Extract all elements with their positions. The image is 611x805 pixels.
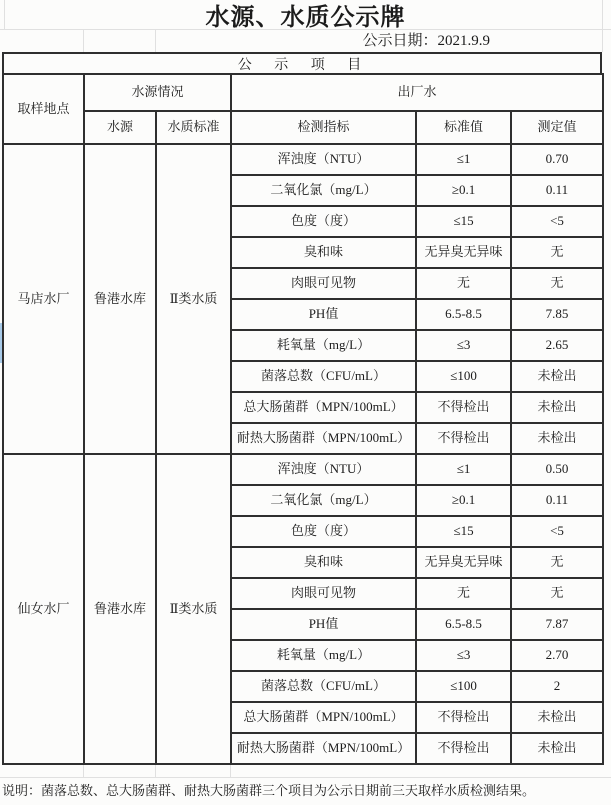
measured-value-cell[interactable]: 0.50	[511, 454, 603, 485]
indicator-cell[interactable]: 耗氧量（mg/L）	[231, 330, 416, 361]
standard-value-cell[interactable]: ≤100	[416, 671, 511, 702]
measured-value-cell[interactable]: 0.11	[511, 175, 603, 206]
measured-value-cell[interactable]: 7.87	[511, 609, 603, 640]
indicator-cell[interactable]: 浑浊度（NTU）	[231, 454, 416, 485]
gridline	[155, 30, 156, 52]
standard-value-cell[interactable]: ≤15	[416, 516, 511, 547]
header-quality-standard[interactable]: 水质标准	[156, 111, 231, 144]
indicator-cell[interactable]: 浑浊度（NTU）	[231, 144, 416, 175]
indicator-cell[interactable]: 肉眼可见物	[231, 268, 416, 299]
indicator-cell[interactable]: 色度（度）	[231, 206, 416, 237]
measured-value-cell[interactable]: 无	[511, 268, 603, 299]
header-outflow-group[interactable]: 出厂水	[231, 74, 603, 111]
table-body	[3, 144, 603, 764]
standard-value-cell[interactable]: ≤1	[416, 144, 511, 175]
location-cell[interactable]: 马店水厂	[3, 144, 84, 454]
standard-value-cell[interactable]: ≤15	[416, 206, 511, 237]
indicator-cell[interactable]: 臭和味	[231, 237, 416, 268]
standard-cell[interactable]: Ⅱ类水质	[156, 144, 231, 454]
indicator-cell[interactable]: 总大肠菌群（MPN/100mL）	[231, 702, 416, 733]
header-indicator[interactable]: 检测指标	[231, 111, 416, 144]
indicator-cell[interactable]: 耐热大肠菌群（MPN/100mL）	[231, 733, 416, 764]
gridline	[83, 30, 84, 52]
standard-cell[interactable]: Ⅱ类水质	[156, 454, 231, 764]
standard-value-cell[interactable]: 无异臭无异味	[416, 237, 511, 268]
standard-value-cell[interactable]: 无异臭无异味	[416, 547, 511, 578]
section-header-label: 公 示 项 目	[237, 57, 367, 73]
page-title[interactable]: 水源、水质公示牌	[205, 5, 406, 31]
standard-value-cell[interactable]: 不得检出	[416, 392, 511, 423]
indicator-cell[interactable]: PH值	[231, 609, 416, 640]
standard-value-cell[interactable]: 不得检出	[416, 702, 511, 733]
measured-value-cell[interactable]: 无	[511, 547, 603, 578]
standard-value-cell[interactable]: ≥0.1	[416, 485, 511, 516]
indicator-cell[interactable]: 肉眼可见物	[231, 578, 416, 609]
measured-value-cell[interactable]: 无	[511, 237, 603, 268]
measured-value-cell[interactable]: 无	[511, 578, 603, 609]
header-source[interactable]: 水源	[84, 111, 156, 144]
standard-value-cell[interactable]: ≤1	[416, 454, 511, 485]
standard-value-cell[interactable]: ≤100	[416, 361, 511, 392]
gridline	[83, 765, 84, 777]
source-cell[interactable]: 鲁港水库	[84, 454, 156, 764]
indicator-cell[interactable]: 二氧化氯（mg/L）	[231, 485, 416, 516]
measured-value-cell[interactable]: 未检出	[511, 733, 603, 764]
measured-value-cell[interactable]: 0.11	[511, 485, 603, 516]
indicator-cell[interactable]: 总大肠菌群（MPN/100mL）	[231, 392, 416, 423]
standard-value-cell[interactable]: 无	[416, 268, 511, 299]
header-sampling-location[interactable]: 取样地点	[3, 74, 84, 144]
header-row-1	[3, 74, 603, 111]
measured-value-cell[interactable]: 7.85	[511, 299, 603, 330]
indicator-cell[interactable]: 菌落总数（CFU/mL）	[231, 361, 416, 392]
indicator-cell[interactable]: 臭和味	[231, 547, 416, 578]
water-quality-table	[2, 73, 604, 765]
indicator-cell[interactable]: PH值	[231, 299, 416, 330]
header-row-2	[3, 111, 603, 144]
measured-value-cell[interactable]: 未检出	[511, 392, 603, 423]
measured-value-cell[interactable]: <5	[511, 206, 603, 237]
table-row	[3, 144, 603, 175]
gridline	[230, 765, 231, 777]
measured-value-cell[interactable]: <5	[511, 516, 603, 547]
indicator-cell[interactable]: 耐热大肠菌群（MPN/100mL）	[231, 423, 416, 454]
standard-value-cell[interactable]: 6.5-8.5	[416, 609, 511, 640]
table-header	[3, 74, 603, 144]
source-cell[interactable]: 鲁港水库	[84, 144, 156, 454]
header-measured-value[interactable]: 测定值	[511, 111, 603, 144]
indicator-cell[interactable]: 色度（度）	[231, 516, 416, 547]
section-header-cell[interactable]	[2, 52, 602, 73]
standard-value-cell[interactable]: 6.5-8.5	[416, 299, 511, 330]
measured-value-cell[interactable]: 2	[511, 671, 603, 702]
standard-value-cell[interactable]: 无	[416, 578, 511, 609]
publish-date[interactable]: 公示日期：2021.9.9	[362, 33, 490, 49]
measured-value-cell[interactable]: 0.70	[511, 144, 603, 175]
measured-value-cell[interactable]: 未检出	[511, 361, 603, 392]
measured-value-cell[interactable]: 未检出	[511, 423, 603, 454]
measured-value-cell[interactable]: 2.70	[511, 640, 603, 671]
measured-value-cell[interactable]: 未检出	[511, 702, 603, 733]
note-text[interactable]: 说明：菌落总数、总大肠菌群、耐热大肠菌群三个项目为公示日期前三天取样水质检测结果。	[2, 783, 536, 798]
gridline	[0, 777, 611, 778]
indicator-cell[interactable]: 菌落总数（CFU/mL）	[231, 671, 416, 702]
header-source-group[interactable]: 水源情况	[84, 74, 231, 111]
measured-value-cell[interactable]: 2.65	[511, 330, 603, 361]
title-row	[0, 0, 611, 30]
standard-value-cell[interactable]: ≤3	[416, 640, 511, 671]
indicator-cell[interactable]: 耗氧量（mg/L）	[231, 640, 416, 671]
location-cell[interactable]: 仙女水厂	[3, 454, 84, 764]
standard-value-cell[interactable]: ≥0.1	[416, 175, 511, 206]
standard-value-cell[interactable]: 不得检出	[416, 733, 511, 764]
gridline	[155, 765, 156, 777]
table-row	[3, 454, 603, 485]
standard-value-cell[interactable]: 不得检出	[416, 423, 511, 454]
indicator-cell[interactable]: 二氧化氯（mg/L）	[231, 175, 416, 206]
header-standard-value[interactable]: 标准值	[416, 111, 511, 144]
standard-value-cell[interactable]: ≤3	[416, 330, 511, 361]
